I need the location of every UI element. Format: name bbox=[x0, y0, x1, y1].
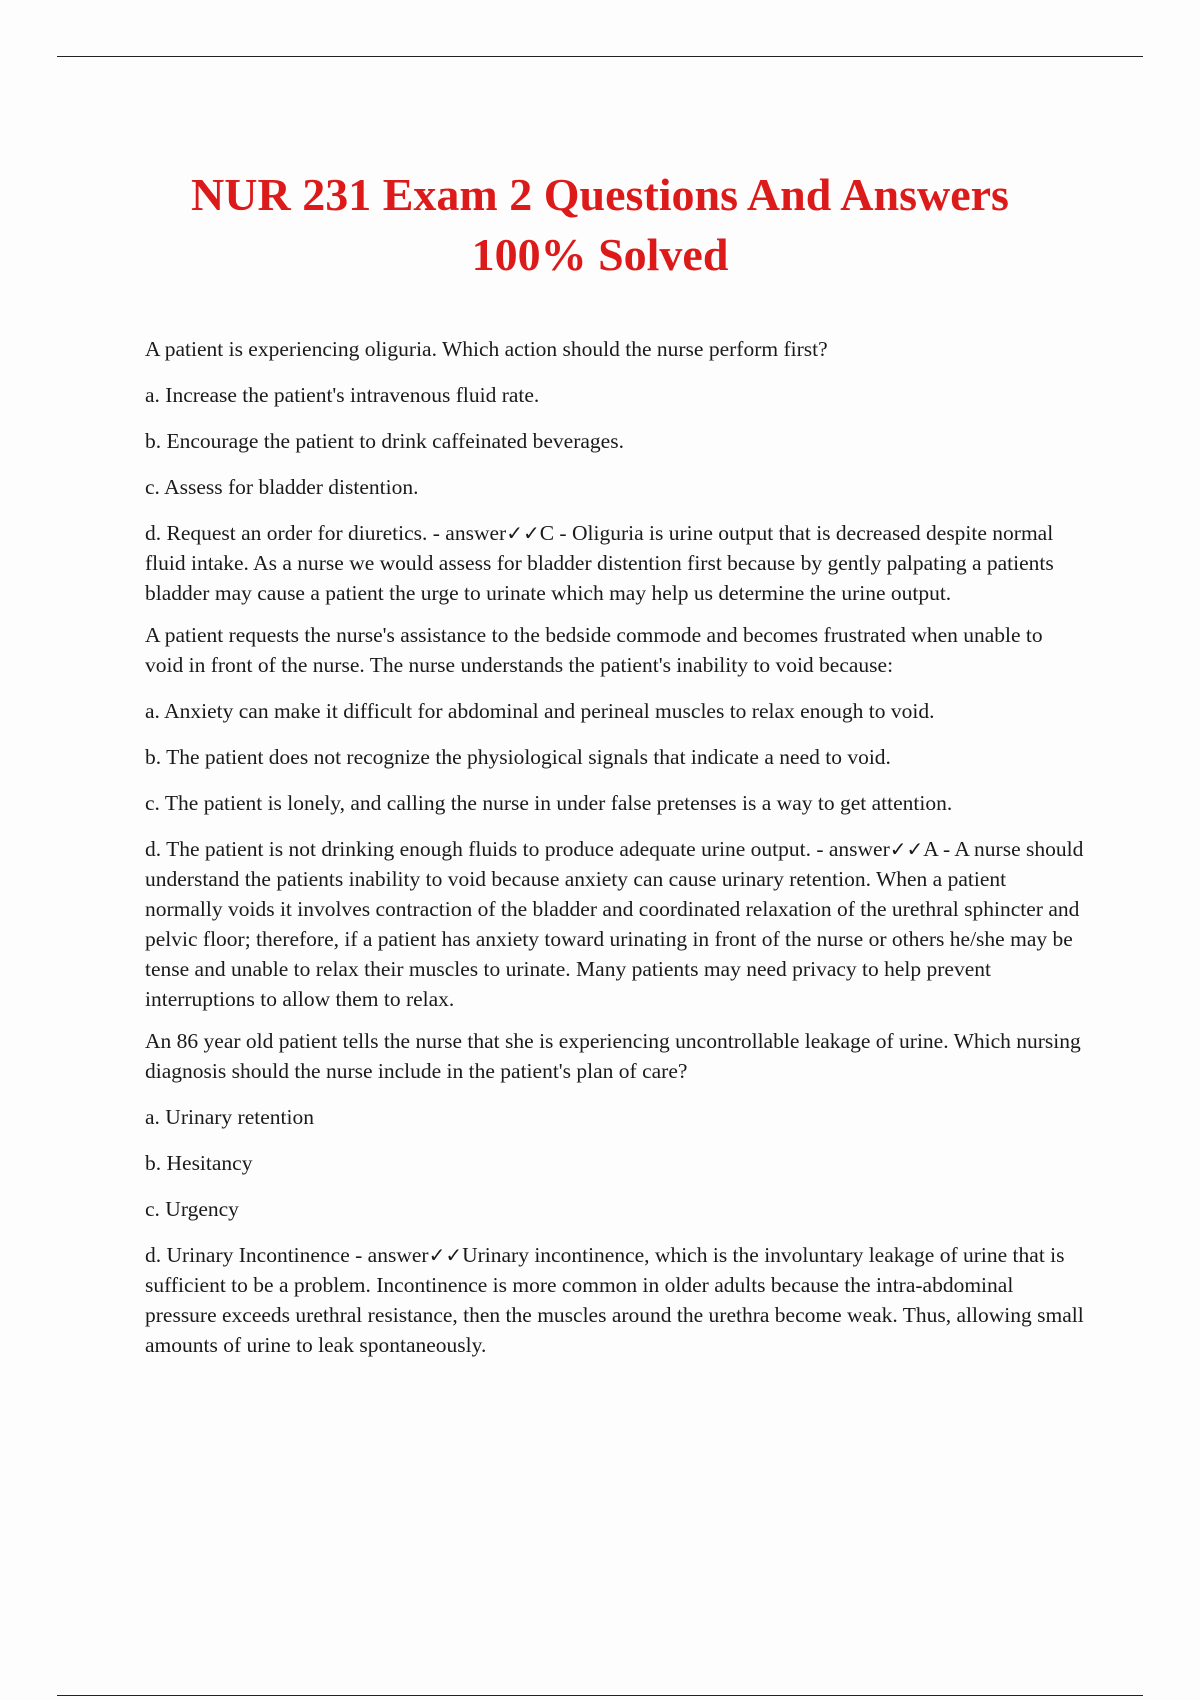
check-marks-icon: ✓✓ bbox=[428, 1243, 463, 1267]
question-2-option-b: b. The patient does not recognize the physiological signals that indicate a need to void. bbox=[145, 745, 891, 769]
question-2-option-d: d. The patient is not drinking enough fluids to produce adequate urine output. - answer bbox=[145, 837, 890, 861]
question-1-option-d-answer bbox=[145, 518, 1085, 608]
question-2-option-d-answer bbox=[145, 834, 1085, 1014]
question-3-text: An 86 year old patient tells the nurse that she is experiencing uncontrollable leakage of urine. Which nursing diagnosis should the nurse include in the patient's plan of care? bbox=[145, 1029, 1081, 1083]
check-marks-icon: ✓✓ bbox=[506, 521, 540, 545]
question-1-option-a: a. Increase the patient's intravenous fluid rate. bbox=[145, 383, 540, 407]
question-3-option-d-answer bbox=[145, 1240, 1085, 1360]
question-3-option-a: a. Urinary retention bbox=[145, 1105, 314, 1129]
check-marks-icon: ✓✓ bbox=[889, 837, 924, 861]
question-2-answer: A - A nurse should understand the patients inability to void because anxiety can cause urinary retention. When a patient normally voids it involves contraction of the bladder and coordinated relaxation of the urethral sphincter and pelvic floor; therefore, if a patient has anxiety toward urinating in front of the nurse or others he/she may be tense and unable to relax their muscles to urinate. Many patients may need privacy to help prevent interruptions to allow them to relax. bbox=[145, 837, 1084, 1011]
title-line-1: NUR 231 Exam 2 Questions And Answers bbox=[191, 169, 1009, 220]
question-3-option-b: b. Hesitancy bbox=[145, 1151, 253, 1175]
question-1-option-b: b. Encourage the patient to drink caffeinated beverages. bbox=[145, 429, 624, 453]
top-rule bbox=[57, 56, 1143, 57]
question-3-option-c: c. Urgency bbox=[145, 1197, 239, 1221]
question-1-answer: C - Oliguria is urine output that is decreased despite normal fluid intake. As a nurse we would assess for bladder distention first because by gently palpating a patients bladder may cause a patient the urge to urinate which may help us determine the urine output. bbox=[145, 521, 1054, 605]
question-1-option-d: d. Request an order for diuretics. - answer bbox=[145, 521, 507, 545]
question-1-text: A patient is experiencing oliguria. Which action should the nurse perform first? bbox=[145, 337, 828, 361]
question-3-option-d: d. Urinary Incontinence - answer bbox=[145, 1243, 429, 1267]
question-2-option-c: c. The patient is lonely, and calling the nurse in under false pretenses is a way to get attention. bbox=[145, 791, 953, 815]
question-2-text: A patient requests the nurse's assistance to the bedside commode and becomes frustrated when unable to void in front of the nurse. The nurse understands the patient's inability to void because: bbox=[145, 623, 1043, 677]
document-title bbox=[100, 165, 1100, 285]
bottom-rule bbox=[57, 1695, 1143, 1696]
title-line-2: 100% Solved bbox=[471, 229, 729, 280]
question-2-option-a: a. Anxiety can make it difficult for abdominal and perineal muscles to relax enough to void. bbox=[145, 699, 935, 723]
question-1-option-c: c. Assess for bladder distention. bbox=[145, 475, 419, 499]
question-3-answer: Urinary incontinence, which is the involuntary leakage of urine that is sufficient to be a problem. Incontinence is more common in older adults because the intra-abdominal pressure exceeds urethral resistance, then the muscles around the urethra become weak. Thus, allowing small amounts of urine to leak spontaneously. bbox=[145, 1243, 1084, 1357]
document-body bbox=[145, 334, 1085, 1372]
